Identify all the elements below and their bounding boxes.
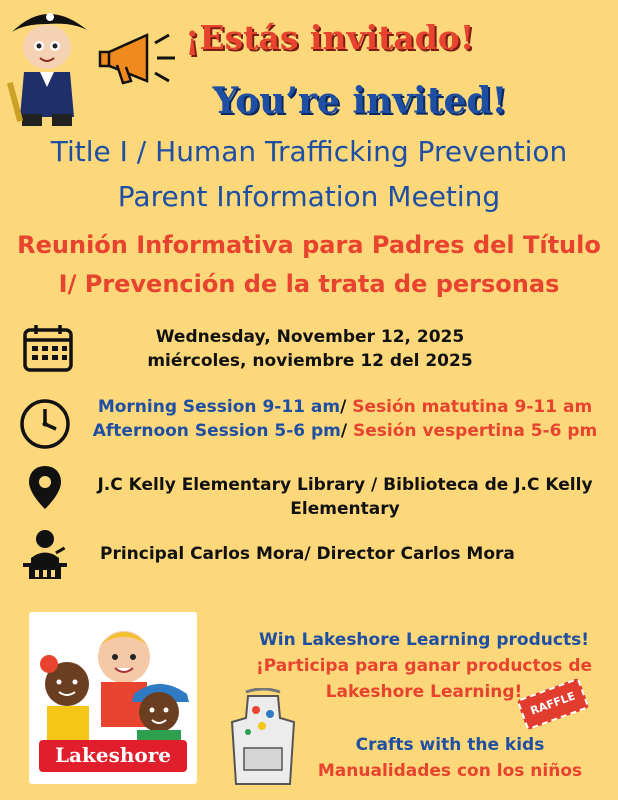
location-line2: Elementary bbox=[290, 499, 400, 519]
lakeshore-brand: Lakeshore bbox=[54, 743, 171, 767]
session-afternoon bbox=[75, 419, 615, 443]
crafts-es: Manualidades con los niños bbox=[317, 761, 583, 781]
crafts-block bbox=[290, 732, 610, 784]
lakeshore-logo bbox=[29, 612, 197, 784]
raffle-es-line2: Lakeshore Learning! bbox=[325, 682, 523, 702]
session-separator: / bbox=[340, 421, 354, 441]
raffle-es-line1: ¡Participa para ganar productos de bbox=[255, 656, 593, 676]
session-separator: / bbox=[340, 397, 353, 417]
invite-title-es: ¡Estás invitado! bbox=[185, 18, 475, 57]
date-block bbox=[100, 325, 520, 373]
meeting-title-en-line1: Title I / Human Trafficking Prevention bbox=[50, 135, 568, 168]
crafts-en: Crafts with the kids bbox=[355, 735, 545, 755]
location-pin-icon bbox=[25, 463, 65, 513]
calendar-icon bbox=[22, 323, 74, 373]
invite-title-en: You’re invited! bbox=[212, 80, 508, 122]
speaker-podium-icon bbox=[17, 525, 73, 580]
meeting-title-es-line1: Reunión Informativa para Padres del Título bbox=[17, 231, 601, 259]
location-block bbox=[80, 473, 610, 521]
raffle-ticket-icon: RAFFLE bbox=[517, 678, 590, 731]
pirate-mascot-icon bbox=[2, 2, 92, 132]
session-block bbox=[75, 395, 615, 443]
principal-name: Principal Carlos Mora/ Director Carlos Mora bbox=[100, 544, 515, 564]
session-morning bbox=[75, 395, 615, 419]
meeting-title-en-line2: Parent Information Meeting bbox=[117, 180, 501, 213]
raffle-en: Win Lakeshore Learning products! bbox=[259, 630, 589, 650]
session-afternoon-en: Afternoon Session 5-6 pm bbox=[92, 421, 341, 441]
location-line1: J.C Kelly Elementary Library / Biblioteca de J.C Kelly bbox=[97, 475, 593, 495]
session-morning-en: Morning Session 9-11 am bbox=[97, 397, 341, 417]
date-es: miércoles, noviembre 12 del 2025 bbox=[147, 351, 473, 371]
apron-icon bbox=[228, 688, 298, 788]
date-en: Wednesday, November 12, 2025 bbox=[155, 327, 465, 347]
clock-icon bbox=[18, 397, 72, 451]
meeting-title-es-line2: I/ Prevención de la trata de personas bbox=[58, 270, 560, 298]
session-afternoon-es: Sesión vespertina 5-6 pm bbox=[353, 421, 598, 441]
session-morning-es: Sesión matutina 9-11 am bbox=[352, 397, 593, 417]
